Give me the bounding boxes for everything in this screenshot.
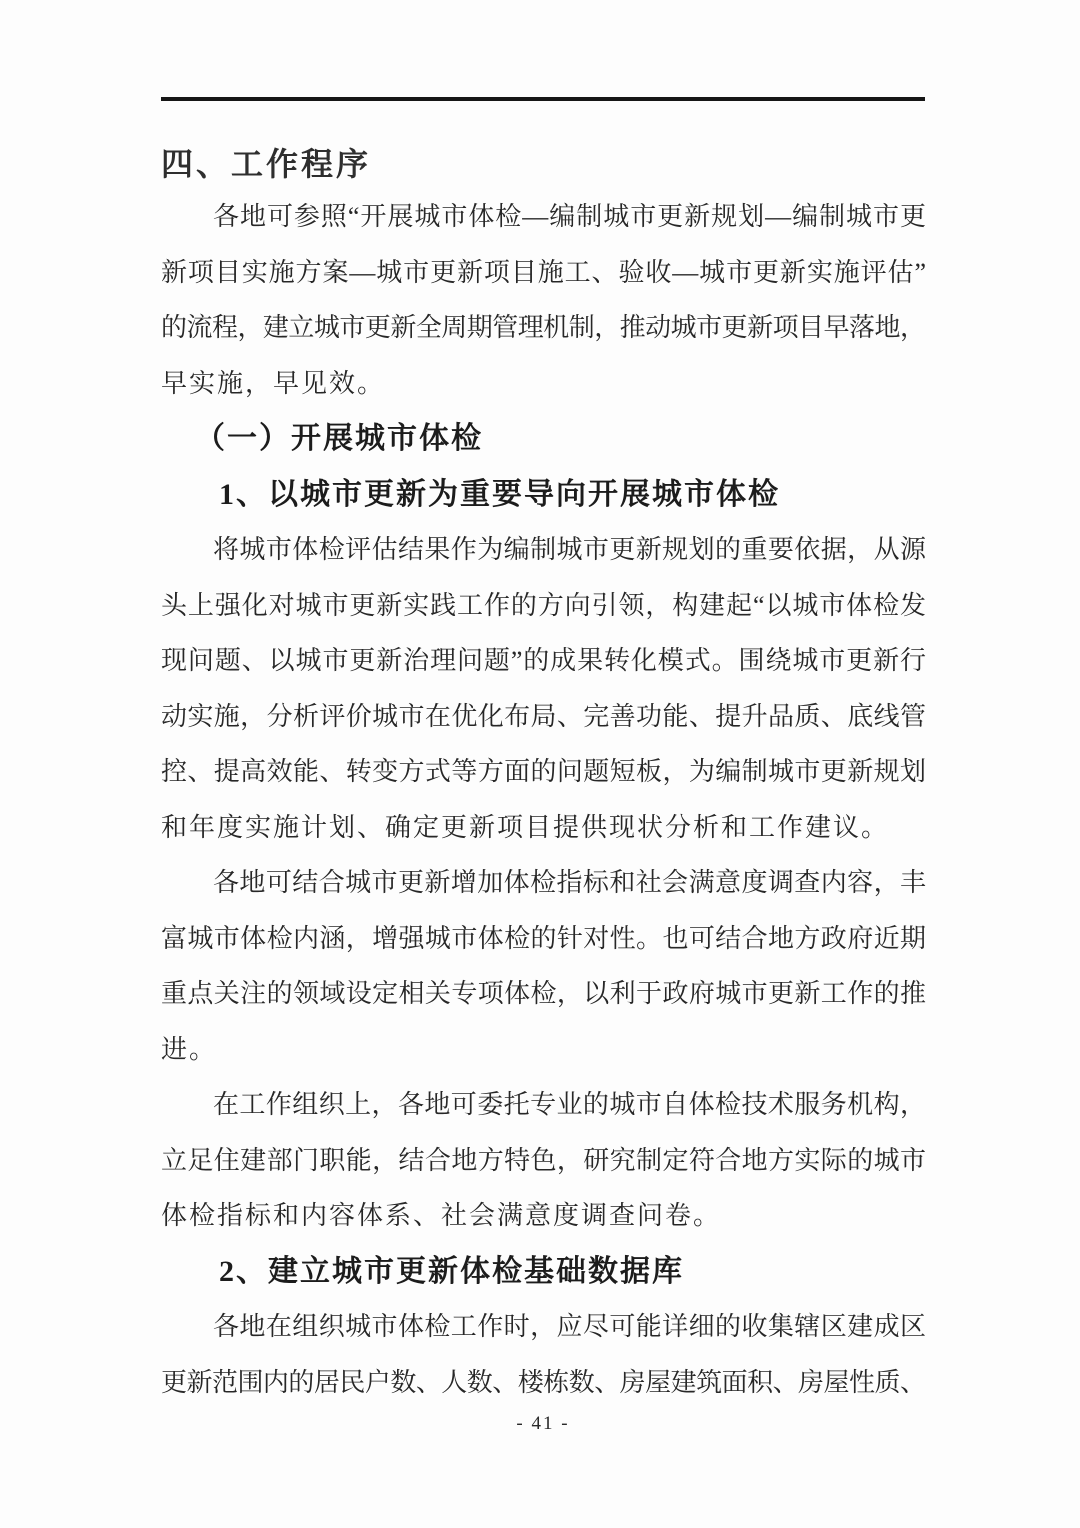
text-line: 各地在组织城市体检工作时，应尽可能详细的收集辖区建成区: [213, 1312, 925, 1341]
section-heading: 四、工作程序: [161, 146, 372, 182]
text-line: 各地可参照“开展城市体检—编制城市更新规划—编制城市更: [213, 202, 925, 231]
text-line: 体检指标和内容体系、社会满意度调查问卷。: [161, 1201, 722, 1230]
text-line: 重点关注的领域设定相关专项体检，以利于政府城市更新工作的推: [161, 979, 925, 1008]
text-line: 头上强化对城市更新实践工作的方向引领，构建起“以城市体检发: [161, 590, 925, 620]
text-line: 和年度实施计划、确定更新项目提供现状分析和工作建议。: [161, 812, 890, 842]
text-line: 在工作组织上，各地可委托专业的城市自体检技术服务机构，: [213, 1090, 925, 1119]
text-line: 立足住建部门职能，结合地方特色，研究制定符合地方实际的城市: [161, 1145, 925, 1175]
text-line: 现问题、以城市更新治理问题”的成果转化模式。围绕城市更新行: [161, 646, 925, 675]
numbered-heading: 2、建立城市更新体检基础数据库: [219, 1254, 684, 1288]
header-rule: [161, 97, 925, 101]
text-line: 动实施，分析评价城市在优化布局、完善功能、提升品质、底线管: [161, 701, 925, 731]
document-body: [161, 139, 925, 1410]
text-line: 的流程，建立城市更新全周期管理机制，推动城市更新项目早落地，: [161, 313, 925, 342]
text-line: 早实施，早见效。: [161, 368, 386, 398]
text-line: 新项目实施方案—城市更新项目施工、验收—城市更新实施评估”: [161, 257, 925, 287]
text-line: 富城市体检内涵，增强城市体检的针对性。也可结合地方政府近期: [161, 923, 925, 953]
text-line: 更新范围内的居民户数、人数、楼栋数、房屋建筑面积、房屋性质、: [161, 1367, 925, 1397]
numbered-heading: 1、以城市更新为重要导向开展城市体检: [219, 477, 780, 511]
subsection-heading: （一）开展城市体检: [195, 422, 483, 455]
text-line: 控、提高效能、转变方式等方面的问题短板，为编制城市更新规划: [161, 757, 925, 786]
text-line: 进。: [161, 1034, 218, 1064]
page-content: [161, 97, 925, 1437]
page-number: - 41 -: [516, 1413, 570, 1434]
text-line: 各地可结合城市更新增加体检指标和社会满意度调查内容，丰: [213, 868, 925, 897]
text-line: 将城市体检评估结果作为编制城市更新规划的重要依据，从源: [213, 535, 925, 564]
